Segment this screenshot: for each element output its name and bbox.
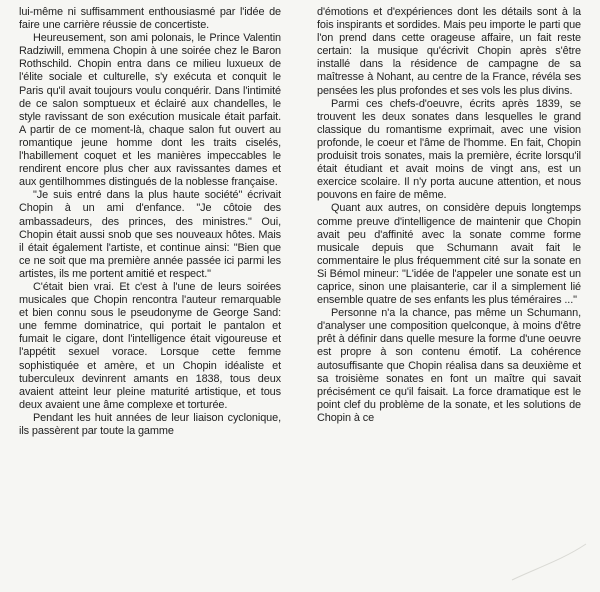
paragraph: "Je suis entré dans la plus haute société" écrivait Chopin à un ami d'enfance. "Je côtoie des ambassadeurs, des princes, des ministres." Oui, Chopin était aussi snob que ses nouveaux hôtes. Mais il était également l'artiste, et continue ainsi: "Bien que ce ne soit que ma première année passée ici parmi les artistes, ils me portent amitié et respect." (19, 189, 281, 280)
paragraph: C'était bien vrai. Et c'est à l'une de leurs soirées musicales que Chopin rencontra l'auteur remarquable et bien connu sous le pseudonyme de George Sand: une femme dominatrice, qui portait le pantalon et fumait le cigare, dont l'intelligence était vigoureuse et l'appétit sexuel vorace. Lorsque cette femme sophistiquée et amère, et un Chopin idéaliste et tuberculeux devinrent amants en 1838, tous deux avaient atteint leur pleine maturité artistique, et tous deux avaient une âme complexe et torturée. (19, 280, 281, 411)
paragraph: Parmi ces chefs-d'oeuvre, écrits après 1839, se trouvent les deux sonates dans lesquelles le grand classique du romantisme exprimait, avec une vision profonde, le coeur et l'âme de l'homme. En fait, Chopin produisit trois sonates, mais la première, écrite lorsqu'il était étudiant et avait moins de vingt ans, est un exercice scolaire. Il n'y porta aucune attention, et nous pouvons en faire de même. (317, 97, 581, 202)
paragraph: lui-même ni suffisamment enthousiasmé par l'idée de faire une carrière réussie de concertiste. (19, 6, 281, 32)
paragraph: Heureusement, son ami polonais, le Prince Valentin Radziwill, emmena Chopin à une soirée chez le Baron Rothschild. Chopin entra dans ce milieu luxueux de l'élite sociale et culturelle, s'y exécuta et conquit le Paris qu'il avait toujours voulu conquérir. Dans l'intimité de ce salon somptueux et éclairé aux chandelles, le style ravissant de son exécution musicale était parfait. A partir de ce moment-là, chaque salon fut ouvert au romantique jeune homme dont les traits ciselés, l'habillement coquet et les manières impeccables le rendirent encore plus cher aux ravissantes dames et aux gentilhommes distingués de la noblesse française. (19, 32, 281, 189)
paragraph: Quant aux autres, on considère depuis longtemps comme preuve d'intelligence de maintenir que Chopin avait peu d'affinité avec la sonate comme forme musicale depuis que Schumann avait fait le commentaire le plus fréquemment cité sur la sonate en Si Bémol mineur: "L'idée de l'appeler une sonate est un caprice, sinon une plaisanterie, car il a simplement lié ensemble quatre de ses enfants les plus téméraires ..." (317, 202, 581, 307)
paragraph: Pendant les huit années de leur liaison cyclonique, ils passèrent par toute la gamme (19, 411, 281, 437)
left-column (19, 6, 281, 438)
right-column (317, 6, 581, 425)
paragraph: Personne n'a la chance, pas même un Schumann, d'analyser une composition quelconque, à moins d'être prêt à définir dans quelle mesure la forme d'une oeuvre est propre à son contenu émotif. La cohérence autosuffisante que Chopin réalisa dans sa deuxième et sa troisième sonates en font un maître qui savait précisément ce qu'il faisait. La force dramatique est le point clef du problème de la sonate, et les solutions de Chopin à ce (317, 307, 581, 424)
page-smudge-mark (502, 538, 592, 588)
paragraph: d'émotions et d'expériences dont les détails sont à la fois inspirants et sordides. Mais peu importe le parti que l'on prend dans cette orageuse affaire, un fait reste certain: la musique qu'écrivit Chopin après s'être installé dans la résidence de campagne de sa maîtresse à Nohant, au centre de la France, révéla ses pensées les plus profondes et ses vols les plus divins. (317, 6, 581, 97)
